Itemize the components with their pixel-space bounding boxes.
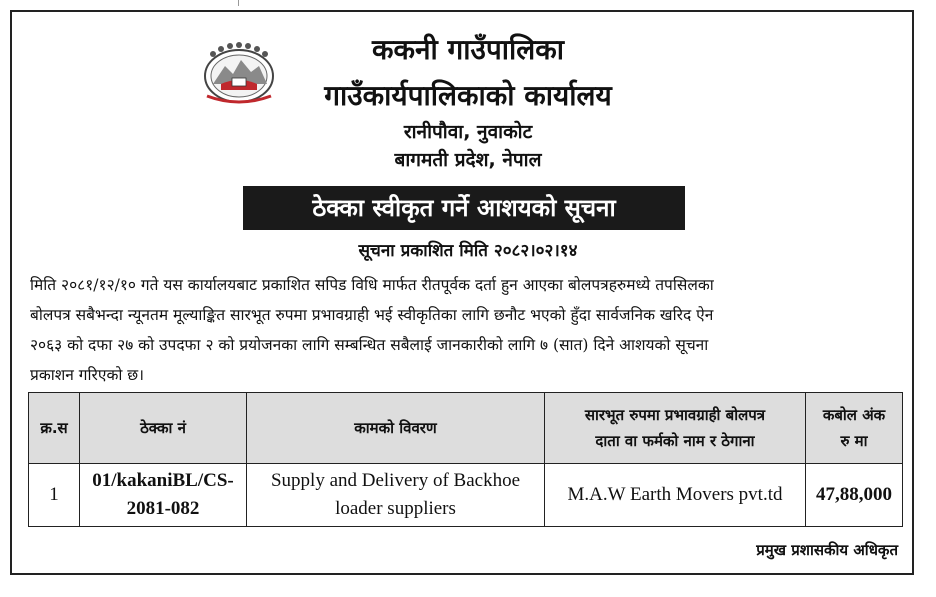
notice-line-2: बोलपत्र सबैभन्दा न्यूनतम मूल्याङ्कित सारभूत रुपमा प्रभावग्राही भई स्वीकृतिका लागि छनौट भएको हुँदा सार्वजनिक खरिद ऐन	[30, 306, 714, 324]
scan-mark	[238, 0, 239, 6]
header-description: कामको विवरण	[247, 393, 545, 464]
office-name: ककनी गाउँपालिका	[371, 33, 565, 66]
cell-contract-no-line-1: 01/kakaniBL/CS-	[92, 470, 234, 491]
address-line-1: रानीपौवा, नुवाकोट	[403, 121, 533, 143]
cell-amount: 47,88,000	[806, 464, 903, 527]
notice-line-3: २०६३ को दफा २७ को उपदफा २ को प्रयोजनका लागि सम्बन्धित सबैलाई जानकारीको लागि ७ (सात) दिने आशयको सूचना	[30, 336, 709, 354]
cell-description-line-1: Supply and Delivery of Backhoe	[270, 470, 521, 491]
header-bidder-line-1: सारभूत रुपमा प्रभावग्राही बोलपत्र	[584, 406, 766, 424]
cell-description-line-2: loader suppliers	[335, 498, 456, 519]
notice-line-4: प्रकाशन गरिएको छ।	[30, 366, 145, 384]
table-row	[29, 464, 903, 527]
cell-bidder: M.A.W Earth Movers pvt.td	[545, 464, 806, 527]
header-amount	[806, 393, 903, 464]
header-bidder	[545, 393, 806, 464]
published-date: सूचना प्रकाशित मिति २०८२।०२।१४	[358, 241, 578, 261]
notice-body	[30, 270, 900, 390]
signatory: प्रमुख प्रशासकीय अधिकृत	[756, 541, 898, 559]
cell-description	[247, 464, 545, 527]
header-bidder-line-2: दाता वा फर्मको नाम र ठेगाना	[595, 432, 755, 450]
address-line-2: बागमती प्रदेश, नेपाल	[394, 149, 542, 171]
header-amount-line-1: कबोल अंक	[822, 406, 886, 424]
header-amount-line-2: रु मा	[840, 432, 868, 450]
top-edge	[0, 0, 936, 3]
contract-table	[28, 392, 903, 527]
notice-title: ठेक्का स्वीकृत गर्ने आशयको सूचना	[243, 186, 685, 230]
cell-contract-no	[80, 464, 247, 527]
office-subtitle: गाउँकार्यपालिकाको कार्यालय	[324, 79, 612, 112]
notice-line-1: मिति २०८१/१२/१० गते यस कार्यालयबाट प्रकाशित सपिड विधि मार्फत रीतपूर्वक दर्ता हुन आएका बोलपत्रहरुमध्ये तपसिलका	[30, 276, 714, 294]
table-header-row	[29, 393, 903, 464]
header-sn: क्र.स	[29, 393, 80, 464]
header-contract-no: ठेक्का नं	[80, 393, 247, 464]
cell-sn: 1	[29, 464, 80, 527]
cell-contract-no-line-2: 2081-082	[126, 498, 200, 519]
